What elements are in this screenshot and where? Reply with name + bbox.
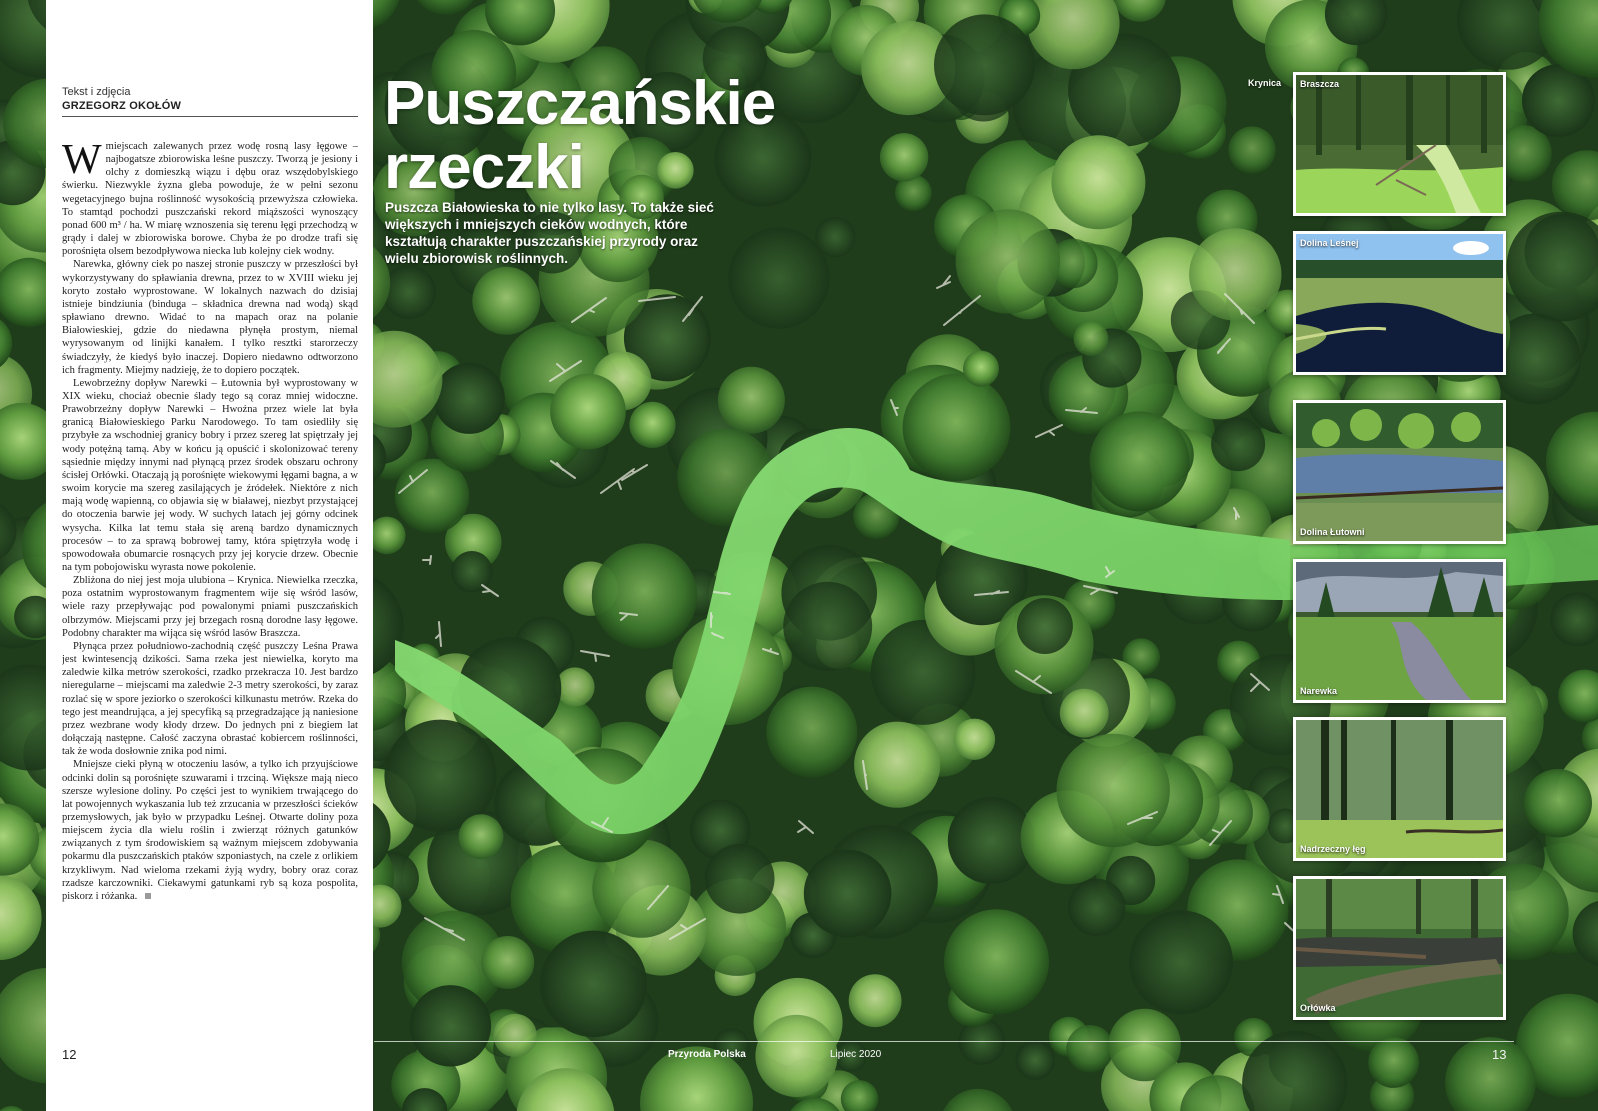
page-number-right: 13: [1492, 1047, 1507, 1062]
byline-author: GRZEGORZ OKOŁÓW: [62, 100, 182, 112]
article-paragraph: Narewka, główny ciek po naszej stronie puszczy w przeszłości był wykorzystywany do spławiania drewna, przez to w XVIII wieku jej koryto zostało wyprostowane. W lokalnych nazwach do dzisiaj istnieje bindziunia (binduga – składnica drewna nad wodą) skąd spławiano drewno. Widać to na mapach oraz na polanie Białowieskiej, gdzie do niedawna płynęła prostym, niemal wyrysowanym od linijki kanałem. I tylko resztki starorzeczy świadczyły, że kiedyś było inaczej. Dopiero niedawno odtworzono ich fragmenty. Miejmy nadzieję, że to dopiero początek.: [62, 259, 358, 376]
article-paragraph-text: Mniejsze cieki płyną w otoczeniu lasów, a tylko ich przyujściowe odcinki dolin są porośnięte szuwarami i trzciną. Większe mają nieco szersze wylesione doliny. Po części jest to wynikiem trwającego do lat powojennych wykaszania lub też zrzucania w przeszłości ścieków przemysłowych, jak było w przypadku Leśnej. Otwarte doliny poza miejscem życia dla wielu roślin i zwierząt różnych gatunków związanych z tym środowiskiem są ważnym miejscem zdobywania pokarmu dla puszczańskich ptaków szponiastych, na czele z orlikiem krzykliwym. Nad wieloma rzekami żyją wydry, bobry oraz coraz rzadsze karczowniki. Ciekawymi gatunkami ryb są koza pospolita, piskorz i różanka.: [62, 759, 358, 902]
article-lead: Puszcza Białowieska to nie tylko lasy. To także sieć większych i mniejszych cieków wodnych, które kształtują charakter puszczańskiej przyrody oraz wielu zbiorowisk roślinnych.: [385, 200, 714, 266]
article-body: [62, 140, 358, 1030]
article-headline: [384, 69, 784, 202]
article-paragraph-text: miejscach zalewanych przez wodę rosną lasy łęgowe – najbogatsze zbiorowiska leśne puszczy. Tworzą je jesiony i olchy z domieszką wiązu i dębu oraz wszędobylskiego świerku. Niezwykle żyzna gleba powoduje, że w pełni sezonu wegetacyjnego bujna roślinność wysokością przewyższa człowieka. To stamtąd pochodzi puszczański rekord miąższości wynoszący ponad 600 m³ / ha. W miarę wznoszenia się terenu łęgi przechodzą w grądy i dalej w zbiorowiska borowe. Chyba że po drodze trafi się porośnięta olsem bezodpływowa niecka lub kolejny ciek wodny.: [62, 141, 358, 258]
thumbnail-dolina-lesnej: [1293, 231, 1506, 375]
footer-magazine-title: Przyroda Polska: [668, 1049, 746, 1060]
article-paragraph: [62, 140, 358, 258]
drop-cap: W: [62, 140, 102, 183]
thumbnail-dolina-lutowni: [1293, 400, 1506, 544]
thumbnail-caption: Dolina Leśnej: [1300, 238, 1359, 248]
thumbnail-photo: [1296, 720, 1503, 858]
thumbnail-orlowka: [1293, 876, 1506, 1020]
article-paragraph: [62, 758, 358, 903]
footer-issue-date: Lipiec 2020: [830, 1049, 882, 1060]
thumbnail-narewka: [1293, 559, 1506, 703]
article-paragraph: Lewobrzeżny dopływ Narewki – Łutownia był wyprostowany w XIX wieku, chociaż obecnie ślady tego są coraz mniej widoczne. Prawobrzeżny dopływ Narewki – Hwoźna przez wiele lat była granicą Białowieskiego Parku Narodowego. To tam osiedliły się przybyłe za wschodniej granicy bobry i przez szereg lat spiętrzały jej wody potężną tamą. Aby w końcu ją opuścić i skolonizować tereny sąsiednie między innymi nad płynącą przez środek obszaru ochrony ścisłej Orłówki. Otaczają ją porośnięte wiekowymi łęgami bagna, a w swoim korycie ma szereg zasilających je źródełek. Niektóre z nich mają wodę wapienną, co objawia się w białawej, niezbyt przystającej do otoczenia barwie jej wody. W suchych latach jej górny odcinek wysycha. Kilka lat temu stała się areną bardzo dynamicznych procesów – to za sprawą bobrowej tamy, która spiętrzyła wodę i spowodowała obumarcie rosnących przy jej korycie drzew. Obecnie na tym pobojowisku wyrasta nowe pokolenie.: [62, 377, 358, 573]
thumbnail-braszcza: [1293, 72, 1506, 216]
thumbnail-nadrzeczny-leg: [1293, 717, 1506, 861]
thumbnail-caption: Braszcza: [1300, 79, 1340, 89]
thumbnail-caption: Narewka: [1300, 686, 1338, 696]
thumbnail-photo: [1296, 879, 1503, 1017]
thumbnail-caption: Nadrzeczny łęg: [1300, 844, 1366, 854]
byline-divider: [62, 116, 358, 117]
thumbnail-photo: [1296, 75, 1503, 213]
thumbnail-caption: Dolina Łutowni: [1300, 527, 1365, 537]
thumbnail-photo: [1296, 403, 1503, 541]
byline-label: Tekst i zdjęcia: [62, 86, 131, 98]
headline-line-1: Puszczańskie: [384, 69, 776, 138]
thumbnail-caption: Orłówka: [1300, 1003, 1336, 1013]
photo-label-krynica: Krynica: [1248, 78, 1282, 88]
thumbnail-photo: [1296, 234, 1503, 372]
thumbnail-photo: [1296, 562, 1503, 700]
article-paragraph: Zbliżona do niej jest moja ulubiona – Krynica. Niewielka rzeczka, poza ostatnim wyprostowanym fragmentem wije się wśród lasów, wiele razy przepływając pod powalonymi pniami puszczańskich olbrzymów. Miejscami przy jej brzegach rosną dorodne lasy łęgowe. Podobny charakter ma wijąca się wśród lasów Braszcza.: [62, 575, 358, 639]
footer-divider: [374, 1041, 1514, 1042]
headline-line-2: rzeczki: [384, 133, 584, 202]
article-paragraph: Płynąca przez południowo-zachodnią część puszczy Leśna Prawa jest kwintesencją dzikości. Sama rzeka jest niewielka, koryto ma zaledwie kilka metrów szerokości, rzadko przekracza 10. Jest bardzo nieregularne – miejscami ma zaledwie 2-3 metry szerokości, by zaraz rozlać się w spore jeziorko o szerokości kilkunastu metrów. Rzeka do tego jest meandrująca, a jej specyfiką są przegradzające ją naniesione przez wezbrane wody kłody drzew. Do jednych pni z biegiem lat dołączają następne. Całość zaczyna obrastać kobiercem roślinności, tak że woda dosłownie znika pod nimi.: [62, 640, 358, 758]
end-mark-icon: [145, 893, 151, 899]
page-number-left: 12: [62, 1047, 77, 1062]
article-column: [46, 0, 373, 1111]
